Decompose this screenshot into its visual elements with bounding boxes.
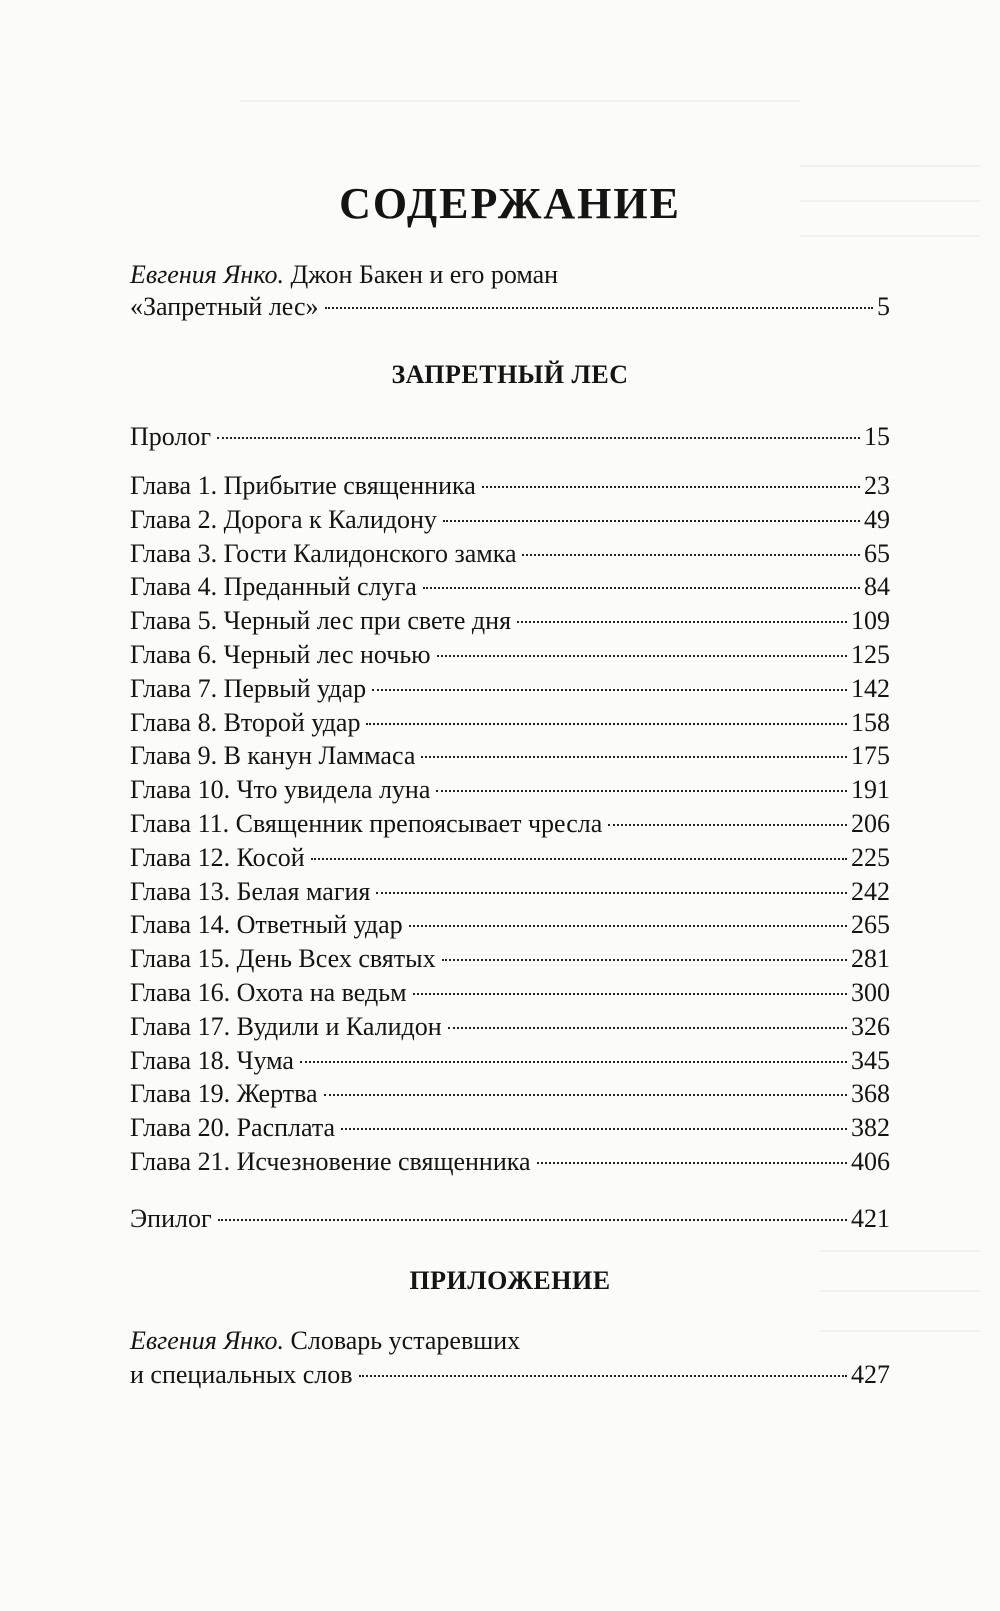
section-title-appendix: ПРИЛОЖЕНИЕ xyxy=(409,1266,611,1295)
toc-entry-chapter[interactable] xyxy=(130,875,890,909)
entry-page-number: 345 xyxy=(851,1045,890,1075)
toc-entry-chapter[interactable] xyxy=(130,908,890,942)
toc-entry-chapter[interactable] xyxy=(130,672,890,706)
section-title-main: ЗАПРЕТНЫЙ ЛЕС xyxy=(391,360,629,389)
entry-label: Глава 10. Что увидела луна xyxy=(130,775,431,805)
toc-entry-epilogue[interactable] xyxy=(130,1202,890,1236)
dot-leader xyxy=(409,925,847,927)
toc-entry-chapter[interactable] xyxy=(130,537,890,571)
toc-entry-chapter[interactable] xyxy=(130,1077,890,1111)
toc-entry-chapter[interactable] xyxy=(130,1010,890,1044)
dot-leader xyxy=(372,689,847,691)
entry-page-number: 265 xyxy=(851,910,890,940)
entry-label: Глава 7. Первый удар xyxy=(130,673,367,703)
dot-leader xyxy=(448,1027,847,1029)
dot-leader xyxy=(359,1375,847,1377)
intro-entry-line1 xyxy=(130,258,890,292)
dot-leader xyxy=(482,486,860,488)
dot-leader xyxy=(376,892,847,894)
entry-label: Эпилог xyxy=(130,1204,212,1233)
intro-title-line1: Джон Бакен и его роман xyxy=(290,260,559,289)
toc-entry-chapter[interactable] xyxy=(130,807,890,841)
entry-page-number: 191 xyxy=(851,775,890,805)
entry-page-number: 281 xyxy=(851,944,890,974)
entry-label: Глава 18. Чума xyxy=(130,1045,294,1075)
toc-entry-chapter[interactable] xyxy=(130,638,890,672)
dot-leader xyxy=(421,756,847,758)
entry-page-number: 158 xyxy=(851,707,890,737)
entry-page-number: 368 xyxy=(851,1079,890,1109)
dot-leader xyxy=(442,959,847,961)
entry-page-number: 125 xyxy=(851,640,890,669)
appendix-title-line2: и специальных слов xyxy=(130,1360,353,1389)
appendix-entry-line1 xyxy=(130,1324,890,1358)
toc-entry-chapter[interactable] xyxy=(130,570,890,604)
entry-page-number: 15 xyxy=(864,422,890,451)
toc-entry-chapter[interactable] xyxy=(130,1044,890,1078)
page-title: СОДЕРЖАНИЕ xyxy=(339,179,681,228)
toc-entry-chapter[interactable] xyxy=(130,1111,890,1145)
entry-page-number: 23 xyxy=(864,471,890,500)
toc-entry-chapter[interactable] xyxy=(130,604,890,638)
appendix-title-line1: Словарь устаревших xyxy=(290,1326,521,1355)
dot-leader xyxy=(325,307,873,309)
intro-page-number: 5 xyxy=(877,292,890,321)
intro-title-line2: «Запретный лес» xyxy=(130,292,319,321)
toc-entry-chapter[interactable] xyxy=(130,976,890,1010)
dot-leader xyxy=(517,621,847,623)
dot-leader xyxy=(436,790,847,792)
entry-label: Глава 3. Гости Калидонского замка xyxy=(130,538,517,568)
entry-label: Глава 15. День Всех святых xyxy=(130,944,436,974)
dot-leader xyxy=(443,520,860,522)
entry-label: Глава 4. Преданный слуга xyxy=(130,572,417,602)
toc-entry-chapter[interactable] xyxy=(130,1145,890,1179)
entry-label: Глава 8. Второй удар xyxy=(130,707,361,737)
entry-page-number: 382 xyxy=(851,1113,890,1143)
entry-label: Глава 1. Прибытие священника xyxy=(130,471,476,500)
entry-page-number: 49 xyxy=(864,504,890,534)
entry-label: Глава 16. Охота на ведьм xyxy=(130,978,407,1007)
intro-entry-line2[interactable] xyxy=(130,290,890,324)
dot-leader xyxy=(366,723,847,725)
appendix-page-number: 427 xyxy=(851,1360,890,1389)
entry-label: Глава 9. В канун Ламмаса xyxy=(130,741,416,771)
dot-leader xyxy=(537,1162,847,1164)
toc-entry-chapter[interactable] xyxy=(130,503,890,537)
dot-leader xyxy=(522,554,860,556)
entry-label: Глава 5. Черный лес при свете дня xyxy=(130,606,512,636)
entry-label: Глава 20. Расплата xyxy=(130,1113,336,1143)
entry-label: Глава 17. Вудили и Калидон xyxy=(130,1011,442,1041)
entry-label: Глава 2. Дорога к Калидону xyxy=(130,504,437,534)
entry-page-number: 109 xyxy=(851,606,890,636)
entry-page-number: 84 xyxy=(864,572,890,602)
appendix-author: Евгения Янко. xyxy=(130,1326,284,1355)
entry-page-number: 406 xyxy=(851,1147,890,1176)
entry-page-number: 142 xyxy=(851,673,890,703)
dot-leader xyxy=(324,1094,847,1096)
dot-leader xyxy=(423,587,860,589)
dot-leader xyxy=(300,1061,847,1063)
entry-label: Глава 19. Жертва xyxy=(130,1079,318,1109)
entry-page-number: 326 xyxy=(851,1011,890,1041)
toc-entry-chapter[interactable] xyxy=(130,841,890,875)
dot-leader xyxy=(218,1219,847,1221)
entry-page-number: 65 xyxy=(864,538,890,568)
entry-label: Глава 21. Исчезновение священника xyxy=(130,1147,531,1176)
toc-entry-prologue[interactable] xyxy=(130,420,890,454)
toc-entry-chapter[interactable] xyxy=(130,739,890,773)
entry-page-number: 206 xyxy=(851,809,890,838)
dot-leader xyxy=(341,1128,847,1130)
toc-entry-chapter[interactable] xyxy=(130,469,890,503)
appendix-entry-line2[interactable] xyxy=(130,1358,890,1392)
dot-leader xyxy=(217,437,860,439)
entry-page-number: 225 xyxy=(851,842,890,872)
entry-page-number: 175 xyxy=(851,741,890,771)
entry-page-number: 300 xyxy=(851,978,890,1007)
entry-label: Глава 11. Священник препоясывает чресла xyxy=(130,809,603,838)
entry-page-number: 421 xyxy=(851,1204,890,1233)
intro-author: Евгения Янко. xyxy=(130,260,284,289)
entry-label: Глава 6. Черный лес ночью xyxy=(130,640,431,669)
entry-label: Глава 14. Ответный удар xyxy=(130,910,403,940)
toc-entry-chapter[interactable] xyxy=(130,773,890,807)
dot-leader xyxy=(311,858,847,860)
dot-leader xyxy=(413,993,847,995)
dot-leader xyxy=(608,824,847,826)
entry-page-number: 242 xyxy=(851,876,890,906)
toc-entry-chapter[interactable] xyxy=(130,942,890,976)
dot-leader xyxy=(437,655,847,657)
entry-label: Глава 12. Косой xyxy=(130,842,305,872)
toc-entry-chapter[interactable] xyxy=(130,706,890,740)
entry-label: Глава 13. Белая магия xyxy=(130,876,371,906)
entry-label: Пролог xyxy=(130,422,212,451)
